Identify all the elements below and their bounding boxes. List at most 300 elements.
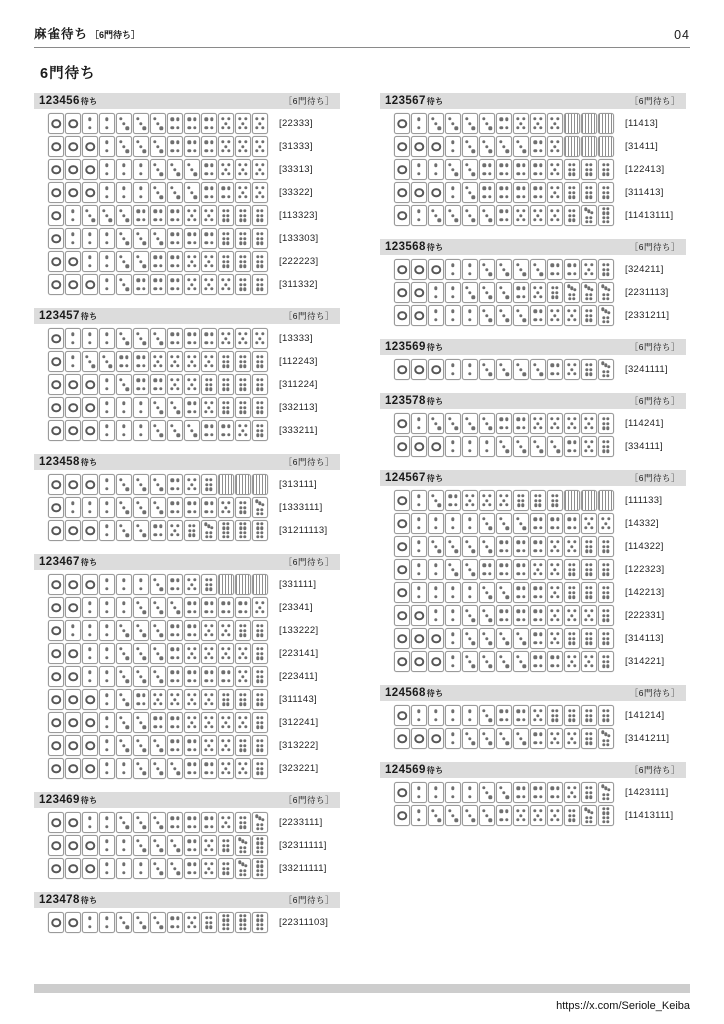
pin-5-tile: [218, 620, 234, 641]
hand-row: [394, 582, 686, 603]
pin-1-tile: [48, 136, 64, 157]
section-name: 123457待ち: [39, 310, 98, 322]
pin-3-tile: [428, 205, 444, 226]
hand-count-label: [32311111]: [279, 840, 327, 851]
hand-count-label: [113323]: [279, 210, 318, 221]
pin-2-tile: [99, 620, 115, 641]
pin-1-tile: [428, 359, 444, 380]
pin-5-tile: [564, 605, 580, 626]
pin-4-tile: [133, 205, 149, 226]
pin-1-tile: [82, 712, 98, 733]
tile-group: [394, 413, 616, 434]
pin-3-tile: [479, 113, 495, 134]
pin-4-tile: [167, 228, 183, 249]
pin-5-tile: [167, 351, 183, 372]
pin-1-tile: [394, 259, 410, 280]
pin-8-tile: [218, 520, 234, 541]
pin-5-tile: [218, 712, 234, 733]
tile-group: [48, 182, 270, 203]
pin-2-tile: [411, 582, 427, 603]
pin-3-tile: [150, 643, 166, 664]
pin-3-tile: [462, 559, 478, 580]
pin-4-tile: [184, 228, 200, 249]
footer-link[interactable]: https://x.com/Seriole_Keiba: [556, 1000, 690, 1012]
pin-1-tile: [394, 628, 410, 649]
pin-5-tile: [218, 274, 234, 295]
pin-4-tile: [496, 413, 512, 434]
pin-3-tile: [479, 136, 495, 157]
pin-6-tile: [252, 758, 268, 779]
hand-row: [394, 605, 686, 626]
section-header: [380, 393, 686, 409]
pin-1-tile: [394, 413, 410, 434]
hand-count-label: [223141]: [279, 648, 319, 659]
pin-1-tile: [48, 689, 64, 710]
pin-3-tile: [167, 420, 183, 441]
pin-3-tile: [513, 359, 529, 380]
pin-2-tile: [99, 758, 115, 779]
pin-5-tile: [201, 835, 217, 856]
pin-1-tile: [394, 205, 410, 226]
section-name-suffix: 待ち: [80, 558, 98, 567]
pin-6-tile: [564, 805, 580, 826]
pin-2-tile: [445, 282, 461, 303]
pin-6-tile: [598, 413, 614, 434]
pin-5-tile: [547, 559, 563, 580]
pin-3-tile: [513, 513, 529, 534]
pin-5-tile: [513, 805, 529, 826]
section-tag: ［6門待ち］: [283, 96, 334, 106]
hand-count-label: [1333111]: [279, 502, 323, 513]
pin-6-tile: [201, 912, 217, 933]
hand-row: [48, 374, 340, 395]
pin-6-tile: [598, 436, 614, 457]
pin-2-tile: [411, 113, 427, 134]
pin-4-tile: [184, 835, 200, 856]
pin-3-tile: [428, 536, 444, 557]
pin-6-tile: [547, 705, 563, 726]
hand-row: [394, 805, 686, 826]
pin-1-tile: [48, 274, 64, 295]
pin-1-tile: [411, 282, 427, 303]
wait-section-123467: [34, 554, 340, 781]
header-title-text: 麻雀待ち: [34, 27, 89, 41]
pin-4-tile: [184, 758, 200, 779]
pin-4-tile: [496, 605, 512, 626]
hand-row: [48, 574, 340, 595]
pin-3-tile: [547, 436, 563, 457]
pin-5-tile: [201, 643, 217, 664]
pin-2-tile: [479, 436, 495, 457]
pin-2-tile: [428, 513, 444, 534]
pin-1-tile: [65, 182, 81, 203]
pin-3-tile: [530, 436, 546, 457]
pin-3-tile: [462, 536, 478, 557]
pin-6-tile: [235, 812, 251, 833]
pin-6-tile: [235, 228, 251, 249]
pin-6-tile: [581, 705, 597, 726]
hand-rows: [34, 470, 340, 541]
pin-2-tile: [445, 182, 461, 203]
pin-6-tile: [252, 666, 268, 687]
pin-3-tile: [496, 359, 512, 380]
pin-6-tile: [581, 359, 597, 380]
section-header: [34, 308, 340, 324]
pin-7-tile: [581, 805, 597, 826]
pin-3-tile: [150, 228, 166, 249]
pin-6-tile: [218, 397, 234, 418]
tile-group: [48, 397, 270, 418]
tile-group: [394, 513, 616, 534]
pin-6-tile: [235, 735, 251, 756]
pin-3-tile: [116, 912, 132, 933]
pin-4-tile: [218, 666, 234, 687]
pin-4-tile: [116, 351, 132, 372]
unknown-tile: [218, 474, 234, 495]
pin-1-tile: [65, 374, 81, 395]
hand-count-label: [313111]: [279, 479, 317, 490]
pin-2-tile: [133, 858, 149, 879]
tile-group: [48, 712, 270, 733]
pin-3-tile: [479, 305, 495, 326]
hand-row: [48, 620, 340, 641]
pin-6-tile: [235, 351, 251, 372]
pin-2-tile: [99, 159, 115, 180]
tile-group: [48, 205, 270, 226]
tile-group: [394, 205, 616, 226]
pin-5-tile: [581, 605, 597, 626]
pin-5-tile: [150, 351, 166, 372]
pin-3-tile: [133, 758, 149, 779]
pin-3-tile: [133, 228, 149, 249]
pin-4-tile: [201, 497, 217, 518]
hand-count-label: [222223]: [279, 256, 319, 267]
pin-1-tile: [48, 666, 64, 687]
pin-1-tile: [65, 858, 81, 879]
pin-6-tile: [581, 159, 597, 180]
pin-1-tile: [411, 182, 427, 203]
pin-2-tile: [65, 328, 81, 349]
pin-4-tile: [547, 651, 563, 672]
pin-4-tile: [184, 113, 200, 134]
pin-2-tile: [411, 413, 427, 434]
pin-5-tile: [235, 182, 251, 203]
pin-5-tile: [201, 205, 217, 226]
tile-group: [48, 274, 270, 295]
pin-5-tile: [201, 274, 217, 295]
pin-5-tile: [564, 728, 580, 749]
pin-6-tile: [598, 182, 614, 203]
pin-4-tile: [218, 597, 234, 618]
pin-5-tile: [218, 758, 234, 779]
pin-4-tile: [167, 136, 183, 157]
pin-2-tile: [99, 712, 115, 733]
pin-1-tile: [82, 520, 98, 541]
pin-3-tile: [116, 666, 132, 687]
pin-2-tile: [99, 274, 115, 295]
pin-3-tile: [150, 182, 166, 203]
section-name: 124568待ち: [385, 687, 444, 699]
pin-3-tile: [479, 805, 495, 826]
pin-3-tile: [150, 159, 166, 180]
pin-6-tile: [598, 559, 614, 580]
section-name: 123569待ち: [385, 341, 444, 353]
pin-5-tile: [547, 628, 563, 649]
pin-3-tile: [462, 651, 478, 672]
pin-2-tile: [445, 651, 461, 672]
pin-1-tile: [411, 359, 427, 380]
wait-section-123478: [34, 892, 340, 935]
pin-3-tile: [116, 735, 132, 756]
pin-4-tile: [150, 374, 166, 395]
pin-3-tile: [116, 136, 132, 157]
wait-section-123568: [380, 239, 686, 328]
pin-5-tile: [547, 305, 563, 326]
pin-5-tile: [513, 113, 529, 134]
pin-7-tile: [235, 835, 251, 856]
pin-4-tile: [547, 359, 563, 380]
tile-group: [394, 113, 616, 134]
pin-2-tile: [462, 359, 478, 380]
pin-4-tile: [513, 605, 529, 626]
pin-2-tile: [99, 497, 115, 518]
pin-4-tile: [547, 782, 563, 803]
pin-1-tile: [48, 251, 64, 272]
pin-5-tile: [564, 782, 580, 803]
pin-2-tile: [462, 513, 478, 534]
pin-4-tile: [496, 113, 512, 134]
section-header: [380, 762, 686, 778]
page-header: [34, 24, 690, 48]
pin-5-tile: [218, 735, 234, 756]
tile-group: [48, 574, 270, 595]
pin-1-tile: [394, 513, 410, 534]
pin-1-tile: [48, 351, 64, 372]
pin-3-tile: [133, 812, 149, 833]
pin-5-tile: [218, 136, 234, 157]
hand-count-label: [112243]: [279, 356, 318, 367]
pin-3-tile: [462, 628, 478, 649]
hand-rows: [34, 324, 340, 441]
pin-3-tile: [513, 305, 529, 326]
wait-section-123457: [34, 308, 340, 443]
pin-3-tile: [99, 351, 115, 372]
pin-3-tile: [167, 597, 183, 618]
hand-row: [48, 328, 340, 349]
pin-4-tile: [530, 536, 546, 557]
column-right: [380, 93, 686, 839]
pin-2-tile: [445, 436, 461, 457]
unknown-tile: [218, 574, 234, 595]
pin-2-tile: [82, 251, 98, 272]
pin-5-tile: [167, 374, 183, 395]
section-tag: ［6門待ち］: [283, 457, 334, 467]
pin-4-tile: [167, 497, 183, 518]
pin-3-tile: [445, 413, 461, 434]
pin-6-tile: [252, 274, 268, 295]
pin-1-tile: [65, 835, 81, 856]
footer-divider: [34, 984, 690, 993]
pin-2-tile: [116, 397, 132, 418]
pin-3-tile: [116, 374, 132, 395]
pin-3-tile: [496, 513, 512, 534]
tile-group: [48, 666, 270, 687]
wait-section-124568: [380, 685, 686, 751]
hand-row: [48, 136, 340, 157]
pin-1-tile: [65, 136, 81, 157]
pin-1-tile: [82, 374, 98, 395]
hand-row: [394, 305, 686, 326]
pin-3-tile: [133, 835, 149, 856]
pin-5-tile: [201, 735, 217, 756]
pin-3-tile: [150, 113, 166, 134]
hand-row: [48, 474, 340, 495]
pin-7-tile: [201, 520, 217, 541]
pin-2-tile: [116, 835, 132, 856]
pin-4-tile: [564, 436, 580, 457]
hand-row: [48, 159, 340, 180]
pin-3-tile: [150, 474, 166, 495]
hand-row: [48, 497, 340, 518]
pin-3-tile: [462, 728, 478, 749]
pin-5-tile: [235, 159, 251, 180]
pin-1-tile: [394, 159, 410, 180]
pin-5-tile: [218, 159, 234, 180]
pin-6-tile: [530, 490, 546, 511]
pin-4-tile: [530, 159, 546, 180]
pin-4-tile: [184, 666, 200, 687]
pin-3-tile: [167, 858, 183, 879]
pin-3-tile: [428, 113, 444, 134]
hand-count-label: [31411]: [625, 141, 659, 152]
pin-6-tile: [235, 374, 251, 395]
pin-1-tile: [48, 397, 64, 418]
pin-4-tile: [184, 597, 200, 618]
pin-3-tile: [116, 274, 132, 295]
pin-1-tile: [48, 597, 64, 618]
pin-7-tile: [252, 812, 268, 833]
hand-count-label: [332113]: [279, 402, 318, 413]
pin-3-tile: [116, 620, 132, 641]
pin-1-tile: [65, 758, 81, 779]
hand-row: [48, 274, 340, 295]
pin-6-tile: [235, 274, 251, 295]
hand-row: [48, 712, 340, 733]
pin-3-tile: [184, 159, 200, 180]
pin-2-tile: [428, 559, 444, 580]
pin-5-tile: [564, 305, 580, 326]
section-name: 124569待ち: [385, 764, 444, 776]
pin-1-tile: [65, 474, 81, 495]
pin-7-tile: [598, 782, 614, 803]
pin-3-tile: [133, 497, 149, 518]
hand-rows: [380, 355, 686, 380]
pin-3-tile: [445, 205, 461, 226]
pin-3-tile: [116, 474, 132, 495]
section-name: 124567待ち: [385, 472, 444, 484]
hand-row: [48, 597, 340, 618]
pin-5-tile: [201, 712, 217, 733]
tile-group: [394, 436, 616, 457]
hand-count-label: [333211]: [279, 425, 318, 436]
hand-count-label: [3241111]: [625, 364, 668, 375]
pin-7-tile: [581, 282, 597, 303]
pin-6-tile: [184, 520, 200, 541]
pin-4-tile: [513, 536, 529, 557]
pin-6-tile: [581, 182, 597, 203]
pin-5-tile: [201, 251, 217, 272]
hand-row: [48, 397, 340, 418]
hand-count-label: [14332]: [625, 518, 659, 529]
pin-3-tile: [150, 397, 166, 418]
pin-7-tile: [252, 497, 268, 518]
pin-1-tile: [411, 628, 427, 649]
pin-5-tile: [252, 328, 268, 349]
pin-4-tile: [530, 782, 546, 803]
pin-6-tile: [598, 651, 614, 672]
pin-6-tile: [513, 490, 529, 511]
pin-8-tile: [218, 912, 234, 933]
pin-6-tile: [235, 689, 251, 710]
pin-1-tile: [65, 113, 81, 134]
pin-3-tile: [496, 136, 512, 157]
pin-1-tile: [394, 705, 410, 726]
pin-1-tile: [411, 651, 427, 672]
pin-6-tile: [218, 835, 234, 856]
hand-row: [48, 420, 340, 441]
hand-count-label: [1423111]: [625, 787, 669, 798]
column-left: [34, 93, 340, 946]
tile-group: [394, 805, 616, 826]
unknown-tile: [598, 113, 614, 134]
pin-1-tile: [394, 436, 410, 457]
pin-2-tile: [116, 420, 132, 441]
pin-4-tile: [184, 397, 200, 418]
pin-3-tile: [150, 574, 166, 595]
hand-row: [48, 351, 340, 372]
pin-4-tile: [496, 559, 512, 580]
pin-4-tile: [530, 513, 546, 534]
pin-1-tile: [48, 712, 64, 733]
pin-4-tile: [513, 582, 529, 603]
hand-count-label: [111133]: [625, 495, 663, 506]
pin-5-tile: [184, 205, 200, 226]
pin-2-tile: [65, 205, 81, 226]
tile-group: [394, 282, 616, 303]
section-tag: ［6門待ち］: [283, 557, 334, 567]
pin-5-tile: [235, 643, 251, 664]
hand-row: [394, 359, 686, 380]
pin-6-tile: [564, 628, 580, 649]
pin-1-tile: [82, 858, 98, 879]
pin-1-tile: [394, 113, 410, 134]
pin-2-tile: [116, 159, 132, 180]
pin-6-tile: [218, 228, 234, 249]
pin-4-tile: [167, 912, 183, 933]
pin-7-tile: [598, 359, 614, 380]
pin-4-tile: [513, 782, 529, 803]
section-tag: ［6門待ち］: [629, 242, 680, 252]
tile-group: [394, 182, 616, 203]
pin-4-tile: [201, 228, 217, 249]
section-header: [380, 685, 686, 701]
tile-group: [48, 520, 270, 541]
pin-6-tile: [252, 397, 268, 418]
hand-rows: [380, 255, 686, 326]
hand-rows: [380, 778, 686, 826]
pin-2-tile: [99, 520, 115, 541]
pin-3-tile: [133, 620, 149, 641]
